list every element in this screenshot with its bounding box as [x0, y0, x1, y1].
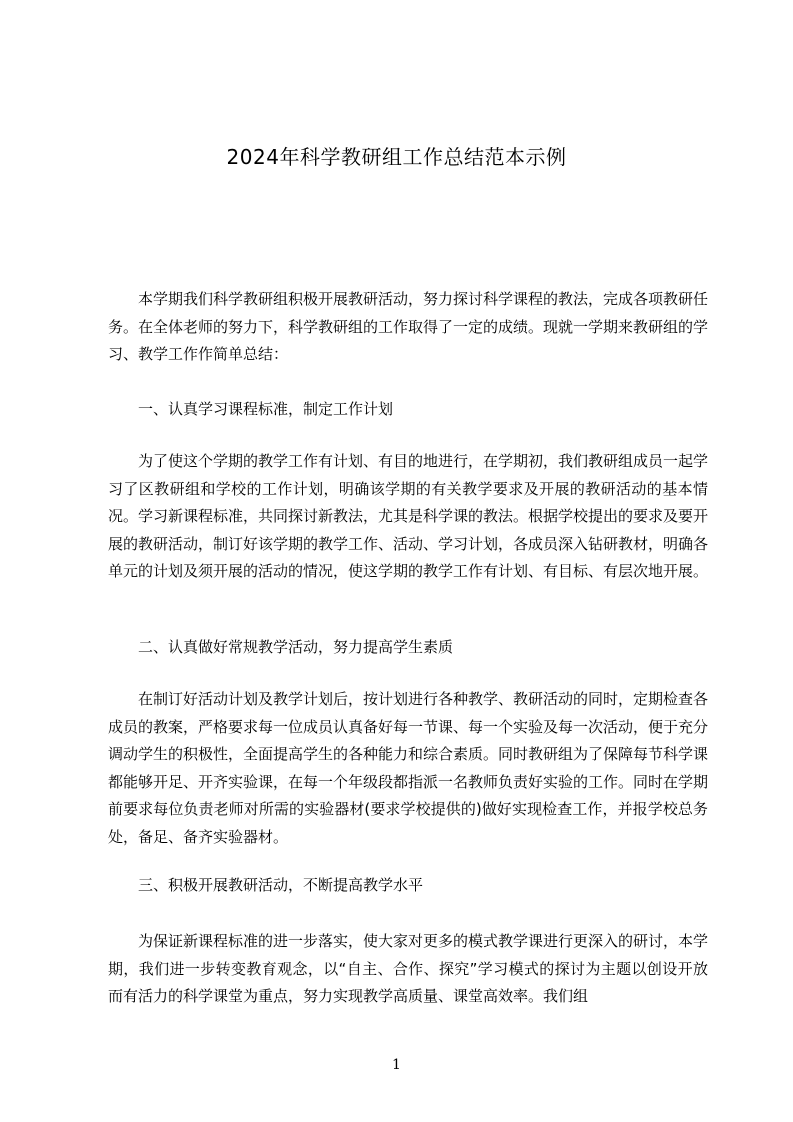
section-1-body: 为了使这个学期的教学工作有计划、有目的地进行，在学期初，我们教研组成员一起学习了区教研组和学校的工作计划，明确该学期的有关教学要求及开展的教研活动的基本情况。学习新课程标准，共同探讨新教法，尤其是科学课的教法。根据学校提出的要求及要开展的教研活动，制订好该学期的教学工作、活动、学习计划，各成员深入钻研教材，明确各单元的计划及须开展的活动的情况，使这学期的教学工作有计划、有目标、有层次地开展。 [108, 452, 709, 580]
section-2-body: 在制订好活动计划及教学计划后，按计划进行各种教学、教研活动的同时，定期检查各成员的教案，严格要求每一位成员认真备好每一节课、每一个实验及每一次活动，便于充分调动学生的积极性，全面提高学生的各种能力和综合素质。同时教研组为了保障每节科学课都能够开足、开齐实验课，在每一个年级段都指派一名教师负责好实验的工作。同时在学期前要求每位负责老师对所需的实验器材(要求学校提供的)做好实现检查工作，并报学校总务处，备足、备齐实验器材。 [108, 690, 709, 846]
section-3-body: 为保证新课程标准的进一步落实，使大家对更多的模式教学课进行更深入的研讨，本学期，我们进一步转变教育观念，以“自主、合作、探究”学习模式的探讨为主题以创设开放而有活力的科学课堂为重点，努力实现教学高质量、课堂高效率。我们组 [108, 932, 709, 1005]
document-title: 2024年科学教研组工作总结范本示例 [226, 145, 567, 169]
page-number: 1 [392, 1057, 401, 1073]
section-2-heading: 二、认真做好常规教学活动，努力提高学生素质 [138, 638, 454, 656]
intro-paragraph: 本学期我们科学教研组积极开展教研活动，努力探讨科学课程的教法，完成各项教研任务。在全体老师的努力下，科学教研组的工作取得了一定的成绩。现就一学期来教研组的学习、教学工作作简单总结： [108, 290, 709, 363]
section-3-heading: 三、积极开展教研活动，不断提高教学水平 [138, 876, 424, 894]
section-1-heading: 一、认真学习课程标准，制定工作计划 [138, 400, 394, 418]
